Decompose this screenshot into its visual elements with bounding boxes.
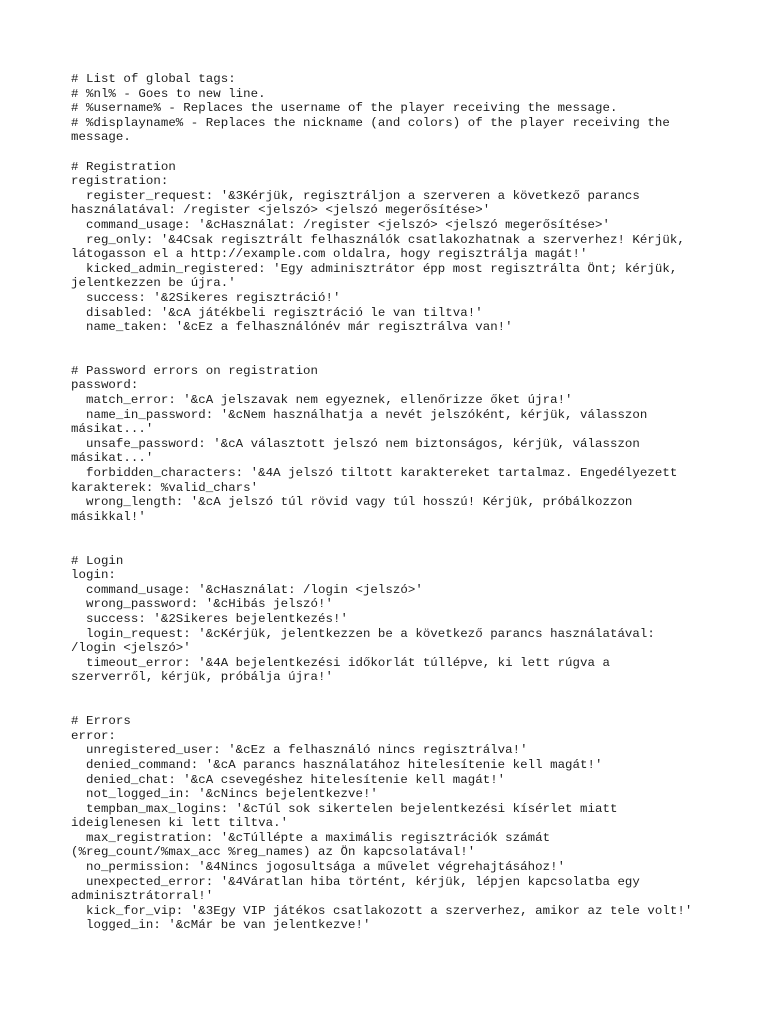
entry-line: kicked_admin_registered: 'Egy adminisztrátor épp most regisztrálta Önt; kérjük, — [71, 261, 678, 276]
comment-line: # Errors — [71, 714, 131, 729]
entry-line: max_registration: '&cTúllépte a maximális regisztrációk számát — [71, 830, 551, 845]
continuation-line: karakterek: %valid_chars' — [71, 480, 259, 495]
entry-line: name_in_password: '&cNem használhatja a nevét jelszóként, kérjük, válasszon — [71, 407, 648, 422]
comment-line: # Login — [71, 553, 124, 568]
continuation-line: /login <jelszó>' — [71, 641, 191, 656]
comment-line: # %username% - Replaces the username of the player receiving the message. — [71, 101, 618, 116]
entry-line: login_request: '&cKérjük, jelentkezzen be a következő parancs használatával: — [71, 626, 655, 641]
continuation-line: jelentkezzen be újra.' — [71, 276, 236, 291]
continuation-line: ideiglenesen ki lett tiltva.' — [71, 816, 289, 831]
section-key-line: error: — [71, 728, 116, 743]
continuation-line: használatával: /register <jelszó> <jelszó megerősítése>' — [71, 203, 491, 218]
entry-line: success: '&2Sikeres bejelentkezés!' — [71, 611, 348, 626]
continuation-line: másikat...' — [71, 451, 154, 466]
entry-line: reg_only: '&4Csak regisztrált felhasználók csatlakozhatnak a szerverhez! Kérjük, — [71, 232, 685, 247]
continuation-line: másikkal!' — [71, 509, 146, 524]
entry-line: tempban_max_logins: '&cTúl sok sikertelen bejelentkezési kísérlet miatt — [71, 801, 618, 816]
blank-line — [71, 700, 711, 715]
comment-line: # Registration — [71, 159, 176, 174]
entry-line: command_usage: '&cHasználat: /register <jelszó> <jelszó megerősítése>' — [71, 217, 610, 232]
comment-line: # %nl% - Goes to new line. — [71, 86, 266, 101]
entry-line: wrong_length: '&cA jelszó túl rövid vagy túl hosszú! Kérjük, próbálkozzon — [71, 495, 633, 510]
document-page — [71, 72, 711, 933]
continuation-line: látogasson el a http://example.com oldalra, hogy regisztrálja magát!' — [71, 247, 588, 262]
entry-line: command_usage: '&cHasználat: /login <jelszó>' — [71, 582, 423, 597]
continuation-line: szerverről, kérjük, próbálja újra!' — [71, 670, 333, 685]
blank-line — [71, 685, 711, 700]
entry-line: unregistered_user: '&cEz a felhasználó nincs regisztrálva!' — [71, 743, 528, 758]
entry-line: name_taken: '&cEz a felhasználónév már regisztrálva van!' — [71, 320, 513, 335]
entry-line: match_error: '&cA jelszavak nem egyeznek, ellenőrizze őket újra!' — [71, 393, 573, 408]
continuation-line: (%reg_count/%max_acc %reg_names) az Ön kapcsolatával!' — [71, 845, 476, 860]
section-key-line: password: — [71, 378, 139, 393]
blank-line — [71, 349, 711, 364]
comment-line: # List of global tags: — [71, 72, 236, 86]
entry-line: denied_chat: '&cA csevegéshez hitelesítenie kell magát!' — [71, 772, 506, 787]
blank-line — [71, 524, 711, 539]
entry-line: unsafe_password: '&cA választott jelszó nem biztonságos, kérjük, válasszon — [71, 436, 640, 451]
blank-line — [71, 539, 711, 554]
section-key-line: registration: — [71, 174, 169, 189]
blank-line — [71, 145, 711, 160]
entry-line: timeout_error: '&4A bejelentkezési időkorlát túllépve, ki lett rúgva a — [71, 655, 610, 670]
comment-line: # %displayname% - Replaces the nickname (and colors) of the player receiving the — [71, 115, 670, 130]
comment-line: # Password errors on registration — [71, 363, 319, 378]
entry-line: denied_command: '&cA parancs használatához hitelesítenie kell magát!' — [71, 757, 603, 772]
entry-line: disabled: '&cA játékbeli regisztráció le van tiltva!' — [71, 305, 483, 320]
entry-line: not_logged_in: '&cNincs bejelentkezve!' — [71, 787, 378, 802]
entry-line: success: '&2Sikeres regisztráció!' — [71, 290, 341, 305]
entry-line: no_permission: '&4Nincs jogosultsága a művelet végrehajtásához!' — [71, 860, 566, 875]
continuation-line: másikat...' — [71, 422, 154, 437]
entry-line: unexpected_error: '&4Váratlan hiba történt, kérjük, lépjen kapcsolatba egy — [71, 874, 640, 889]
continuation-line: message. — [71, 130, 131, 145]
entry-line: logged_in: '&cMár be van jelentkezve!' — [71, 918, 371, 933]
entry-line: kick_for_vip: '&3Egy VIP játékos csatlakozott a szerverhez, amikor az tele volt!' — [71, 903, 693, 918]
entry-line: register_request: '&3Kérjük, regisztráljon a szerveren a következő parancs — [71, 188, 640, 203]
blank-line — [71, 335, 711, 350]
entry-line: forbidden_characters: '&4A jelszó tiltott karaktereket tartalmaz. Engedélyezett — [71, 466, 678, 481]
section-key-line: login: — [71, 568, 116, 583]
continuation-line: adminisztrátorral!' — [71, 889, 214, 904]
entry-line: wrong_password: '&cHibás jelszó!' — [71, 597, 333, 612]
